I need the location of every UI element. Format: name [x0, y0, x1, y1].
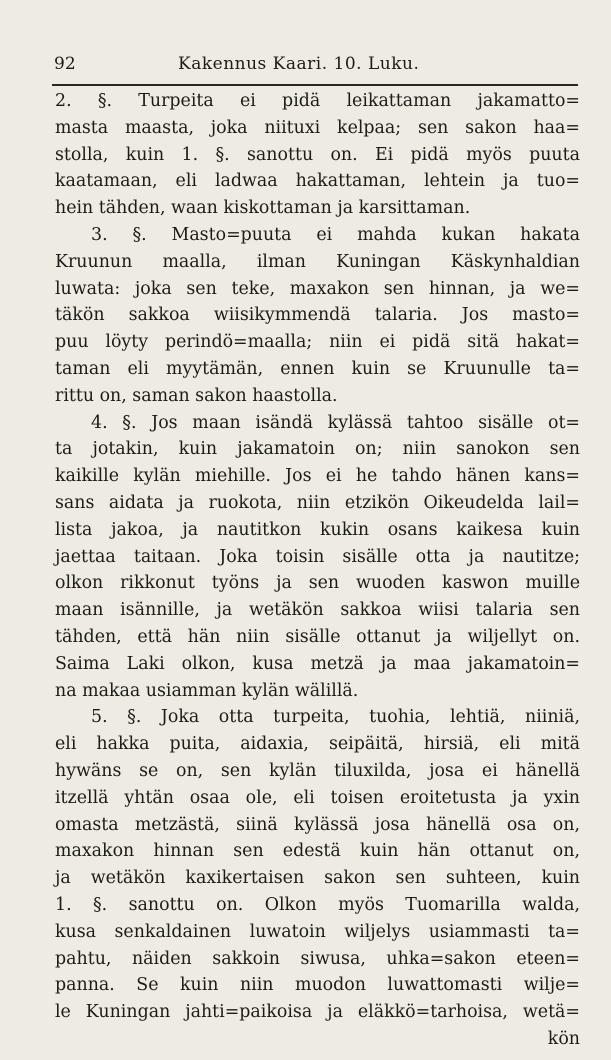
text-line: na makaa usiamman kylän wälillä.: [55, 680, 359, 701]
text-line: omasta metzästä, siinä kylässä josa hänellä osa on,: [55, 814, 580, 835]
text-line: tähden, että hän niin sisälle ottanut ja wiljellyt on.: [55, 626, 580, 647]
text-line: kusa senkaldainen luwatoin wiljelys usiammasti ta=: [55, 921, 580, 942]
text-line: 2. §. Turpeita ei pidä leikattaman jakamatto=: [55, 91, 580, 111]
page-body: [55, 88, 580, 1053]
text-line: Saima Laki olkon, kusa metzä ja maa jakamatoin=: [55, 653, 580, 674]
text-line: sans aidata ja ruokota, niin etzikön Oikeudelda lail=: [55, 492, 580, 513]
text-line: hein tähden, waan kiskottaman ja karsittaman.: [55, 198, 471, 219]
text-line: panna. Se kuin niin muodon luwattomasti wilje=: [55, 975, 580, 996]
text-line: eli hakka puita, aidaxia, seipäitä, hirsiä, eli mitä: [55, 734, 580, 755]
text-line: rittu on, saman sakon haastolla.: [55, 385, 338, 406]
running-header: [54, 52, 574, 80]
text-line: stolla, kuin 1. §. sanottu on. Ei pidä myös puuta: [55, 144, 580, 165]
text-line: maxakon hinnan sen edestä kuin hän ottanut on,: [55, 841, 580, 862]
text-line: maan isännille, ja wetäkön sakkoa wiisi talaria sen: [55, 600, 580, 621]
text-line: taman eli myytämän, ennen kuin se Kruunulle ta=: [55, 358, 580, 379]
text-line: Kruunun maalla, ilman Kuningan Käskynhaldian: [55, 251, 580, 272]
text-line: olkon rikkonut työns ja sen wuoden kaswon muille: [55, 573, 580, 594]
text-line: ta jotakin, kuin jakamatoin on; niin sanokon sen: [55, 439, 580, 460]
text-line: pahtu, näiden sakkoin siwusa, uhka=sakon eteen=: [55, 948, 580, 969]
text-line: puu löyty perindö=maalla; niin ei pidä sitä hakat=: [55, 332, 580, 353]
catchword: kön: [547, 1028, 580, 1049]
text-line: kaatamaan, eli ladwaa hakattaman, lehtein ja tuo=: [55, 171, 580, 192]
text-line: täkön sakkoa wiisikymmendä talaria. Jos masto=: [55, 305, 580, 326]
text-line: 3. §. Masto=puuta ei mahda kukan hakata: [91, 224, 580, 245]
text-line: hywäns se on, sen kylän tiluxilda, josa ei hänellä: [55, 760, 580, 781]
text-line: 1. §. sanottu on. Olkon myös Tuomarilla walda,: [55, 894, 580, 915]
text-line: lista jakoa, ja nautitkon kukin osans kaikesa kuin: [55, 519, 580, 540]
text-line: le Kuningan jahti=paikoisa ja eläkkö=tarhoisa, wetä=: [55, 1002, 580, 1023]
text-line: kaikille kylän miehille. Jos ei he tahdo hänen kans=: [55, 466, 580, 487]
text-line: ja wetäkön kaxikertaisen sakon sen suhteen, kuin: [55, 868, 580, 889]
page-number: 92: [54, 54, 76, 74]
text-line: 5. §. Joka otta turpeita, tuohia, lehtiä, niiniä,: [91, 707, 580, 728]
running-title: Kakennus Kaari. 10. Luku.: [178, 54, 420, 74]
text-line: masta maasta, joka niituxi kelpaa; sen sakon haa=: [55, 117, 580, 138]
text-line: jaettaa taitaan. Joka toisin sisälle otta ja nautitze;: [55, 546, 580, 567]
text-line: 4. §. Jos maan isändä kylässä tahtoo sisälle ot=: [91, 412, 580, 433]
text-line: luwata: joka sen teke, maxakon sen hinnan, ja we=: [55, 278, 580, 299]
text-line: itzellä yhtän osaa ole, eli toisen eroitetusta ja yxin: [55, 787, 580, 808]
header-rule: [52, 84, 578, 86]
